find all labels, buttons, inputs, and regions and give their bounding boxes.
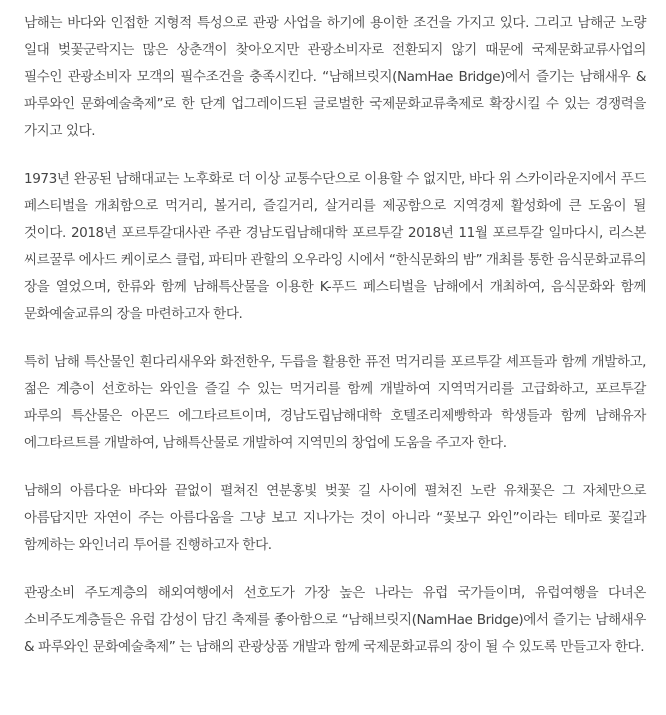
paragraph-namhae-tourism: 남해는 바다와 인접한 지형적 특성으로 관광 사업을 하기에 용이한 조건을 가지고 있다. 그리고 남해군 노량 일대 벚꽃군락지는 많은 상춘객이 찾아오지만 관광소비자로 전환되지 않기 때문에 국제문화교류사업의 필수인 관광소비자 모객의 필수조건을 충족시킨다. “남해브릿지(NamHae Bridge)에서 즐기는 남해새우 & 파루와인 문화예술축제”로 한 단계 업그레이드된 글로벌한 국제문화교류축제로 확장시킬 수 있는 경쟁력을 가지고 있다. [24,15,646,139]
paragraph-cultural-exchange: 관광소비 주도계층의 해외여행에서 선호도가 가장 높은 나라는 유럽 국가들이며, 유럽여행을 다녀온 소비주도계층들은 유럽 감성이 담긴 축제를 좋아함으로 “남해브릿지(NamHae Bridge)에서 즐기는 남해새우 & 파루와인 문화예술축제” 는 남해의 관광상품 개발과 함께 국제문화교류의 장이 될 수 있도록 만들고자 한다. [24,585,646,655]
article-body [24,10,646,661]
paragraph-namhae-bridge: 1973년 완공된 남해대교는 노후화로 더 이상 교통수단으로 이용할 수 없지만, 바다 위 스카이라운지에서 푸드 페스티벌을 개최함으로 먹거리, 볼거리, 즐길거리, 살거리를 제공함으로 지역경제 활성화에 큰 도움이 될 것이다. 2018년 포르투갈대사관 주관 경남도립남해대학 포르투갈 2018년 11월 포르투갈 일마다시, 리스본 씨르꿀루 에사드 케이로스 클럽, 파티마 관할의 오우라잉 시에서 “한식문화의 밤” 개최를 통한 음식문화교류의 장을 열었으며, 한류와 함께 남해특산물을 이용한 K-푸드 페스티벌을 남해에서 개최하여, 음식문화와 함께 문화예술교류의 장을 마련하고자 한다. [24,171,646,322]
paragraph-wine-tour: 남해의 아름다운 바다와 끝없이 펼쳐진 연분홍빛 벚꽃 길 사이에 펼쳐진 노란 유채꽃은 그 자체만으로 아름답지만 자연이 주는 아름다움을 그냥 보고 지나가는 것이 아니라 “꽃보구 와인”이라는 테마로 꽃길과 함께하는 와인너리 투어를 진행하고자 한다. [24,483,646,553]
paragraph-local-food: 특히 남해 특산물인 흰다리새우와 화전한우, 두릅을 활용한 퓨전 먹거리를 포르투갈 셰프들과 함께 개발하고, 젊은 계층이 선호하는 와인을 즐길 수 있는 먹거리를 함께 개발하여 지역먹거리를 고급화하고, 포르투갈 파루의 특산물은 아몬드 에그타르트이며, 경남도립남해대학 호텔조리제빵학과 학생들과 함께 남해유자 에그타르트를 개발하여, 남해특산물로 개발하여 지역민의 창업에 도움을 주고자 한다. [24,354,646,451]
